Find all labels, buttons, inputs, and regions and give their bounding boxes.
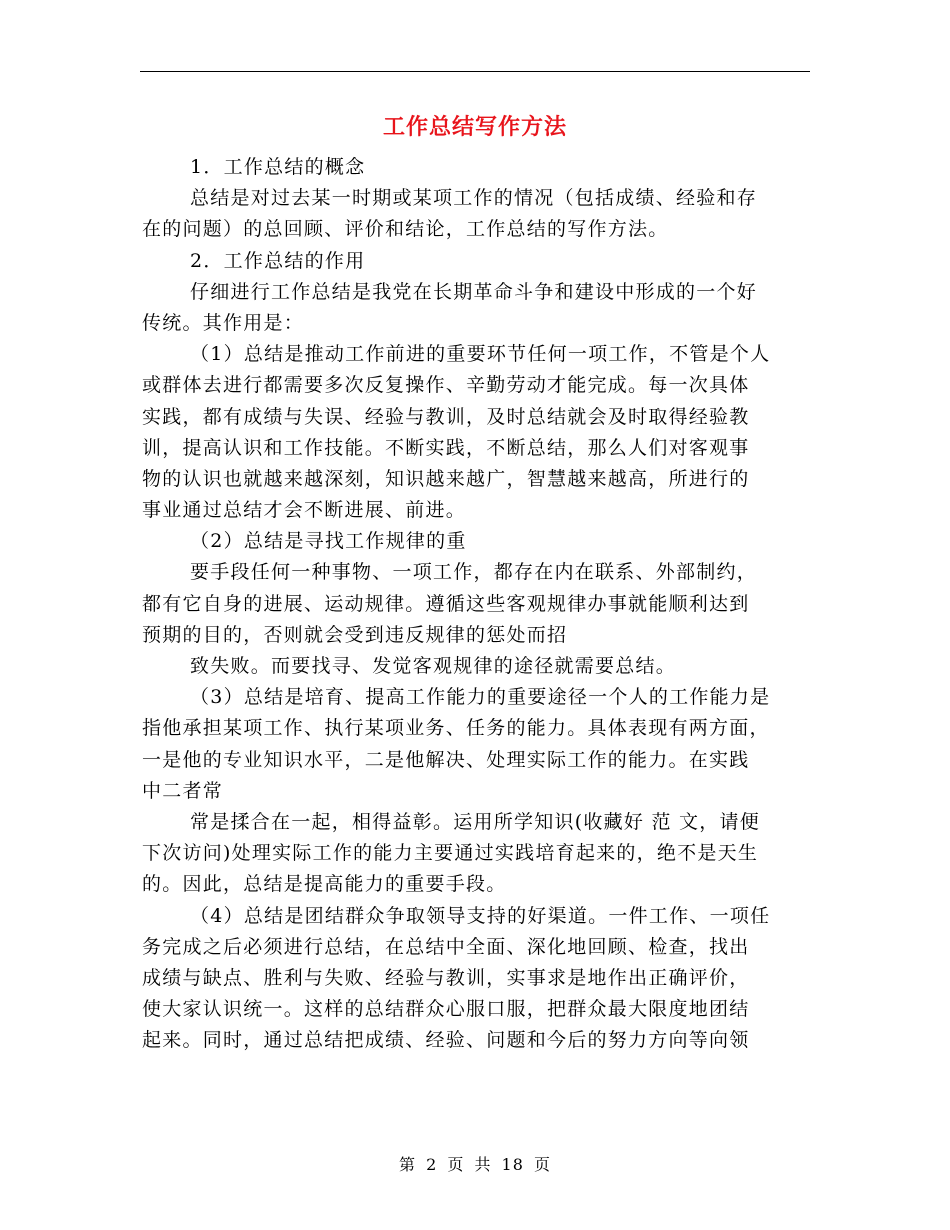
paragraph-line: （1）总结是推动工作前进的重要环节任何一项工作，不管是个人	[190, 343, 771, 366]
paragraph-line: 物的认识也就越来越深刻，知识越来越广，智慧越来越高，所进行的	[142, 467, 750, 490]
paragraph-line: 要手段任何一种事物、一项工作，都存在内在联系、外部制约，	[190, 561, 758, 584]
paragraph-line: 实践，都有成绩与失误、经验与教训，及时总结就会及时取得经验教	[142, 405, 750, 428]
page-number-footer: 第 2 页 共 18 页	[399, 1155, 551, 1174]
paragraph-line: 致失败。而要找寻、发觉客观规律的途径就需要总结。	[190, 655, 677, 677]
paragraph-line: 指他承担某项工作、执行某项业务、任务的能力。具体表现有两方面，	[142, 717, 770, 740]
paragraph-line: 总结是对过去某一时期或某项工作的情况（包括成绩、经验和存	[190, 187, 758, 210]
paragraph-line: （2）总结是寻找工作规律的重	[190, 530, 467, 553]
paragraph-line: 的。因此，总结是提高能力的重要手段。	[142, 873, 507, 896]
section-heading: 1．工作总结的概念	[190, 156, 366, 178]
paragraph-line: 下次访问)处理实际工作的能力主要通过实践培育起来的，绝不是天生	[142, 842, 759, 865]
paragraph-line: 预期的目的，否则就会受到违反规律的惩处而招	[142, 623, 568, 646]
document-title: 工作总结写作方法	[382, 114, 567, 140]
paragraph-line: 事业通过总结才会不断进展、前进。	[142, 499, 467, 522]
paragraph-line: 仔细进行工作总结是我党在长期革命斗争和建设中形成的一个好	[190, 280, 758, 303]
paragraph-line: 一是他的专业知识水平，二是他解决、处理实际工作的能力。在实践	[142, 748, 750, 771]
paragraph-line: 常是揉合在一起，相得益彰。运用所学知识(收藏好 范 文，请便	[190, 810, 760, 833]
paragraph-line: 训，提高认识和工作技能。不断实践，不断总结，那么人们对客观事	[142, 436, 750, 459]
paragraph-line: （3）总结是培育、提高工作能力的重要途径一个人的工作能力是	[190, 686, 771, 709]
paragraph-line: 都有它自身的进展、运动规律。遵循这些客观规律办事就能顺利达到	[142, 592, 750, 615]
paragraph-line: 成绩与缺点、胜利与失败、经验与教训，实事求是地作出正确评价，	[142, 966, 750, 989]
paragraph-line: 中二者常	[142, 779, 224, 802]
header-rule	[140, 71, 810, 72]
paragraph-line: 务完成之后必须进行总结，在总结中全面、深化地回顾、检查，找出	[142, 935, 750, 958]
paragraph-line: 使大家认识统一。这样的总结群众心服口服，把群众最大限度地团结	[142, 998, 750, 1021]
paragraph-line: 在的问题）的总回顾、评价和结论，工作总结的写作方法。	[142, 218, 669, 241]
section-heading: 2．工作总结的作用	[190, 249, 366, 272]
paragraph-line: 传统。其作用是：	[142, 311, 305, 334]
paragraph-line: 起来。同时，通过总结把成绩、经验、问题和今后的努力方向等向领	[142, 1029, 750, 1052]
document-body	[142, 152, 810, 1056]
paragraph-line: （4）总结是团结群众争取领导支持的好渠道。一件工作、一项任	[190, 904, 771, 927]
paragraph-line: 或群体去进行都需要多次反复操作、辛勤劳动才能完成。每一次具体	[142, 374, 750, 397]
